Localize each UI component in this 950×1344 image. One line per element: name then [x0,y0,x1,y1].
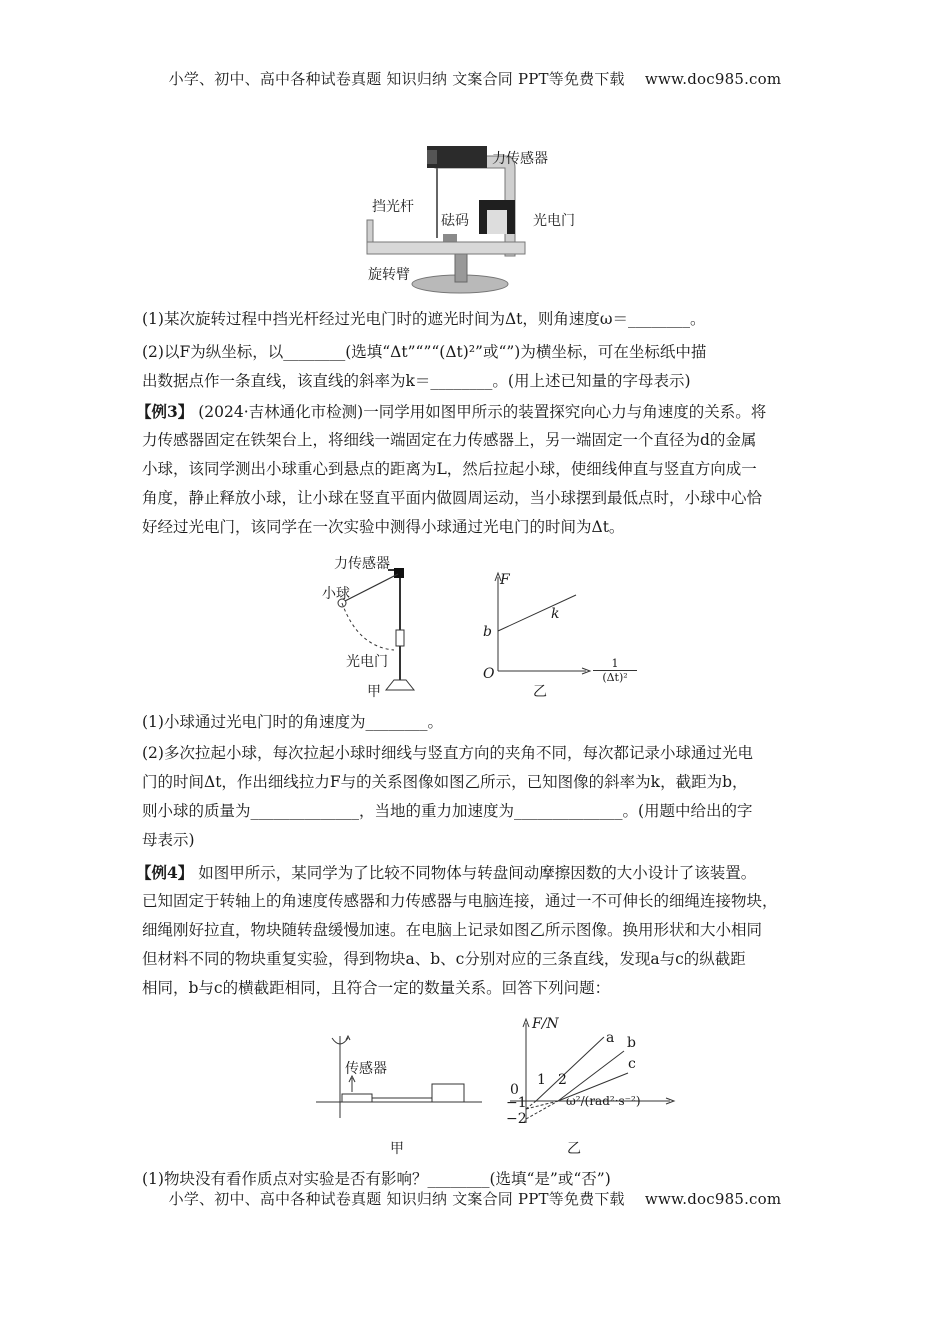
example4-line1 [136,858,808,889]
tick-x-1: 1 [537,1072,546,1088]
label-photogate: 光电门 [533,213,575,229]
label-force-sensor: 力传感器 [492,151,548,167]
example3-line1 [136,397,808,428]
page-header: 小学、初中、高中各种试卷真题 知识归纳 文案合同 PPT等免费下载 www.doc985.com [168,70,782,88]
graph2-y-label: F/N [532,1016,559,1032]
graph2-x-label: ω²/(rad²·s⁻²) [566,1094,641,1108]
example3-q2-line2: 门的时间Δt，作出细线拉力F与的关系图像如图乙所示，已知图像的斜率为k，截距为b， [142,773,748,791]
example3-line3: 小球，该同学测出小球重心到悬点的距离为L，然后拉起小球，使细线伸直与竖直方向成一 [142,460,757,478]
caption-jia: 甲 [367,684,381,700]
example4-line3: 细绳刚好拉直，物块随转盘缓慢加速。在电脑上记录如图乙所示图像。换用形状和大小相同 [142,921,763,939]
label-photogate-jia: 光电门 [346,654,388,670]
example3-line4: 角度，静止释放小球，让小球在竖直平面内做圆周运动，当小球摆到最低点时，小球中心恰 [142,489,763,507]
example3-tag: 【例3】 [136,402,194,421]
example4-tag: 【例4】 [136,863,194,882]
example3-line5: 好经过光电门，该同学在一次实验中测得小球通过光电门的时间为Δt。 [142,518,625,536]
example4-q1: (1)物块没有看作质点对实验是否有影响？________(选填“是”或“否”) [142,1170,611,1188]
series-b-label: b [627,1035,636,1051]
tick-y-minus1: −1 [506,1095,527,1111]
tick-y-minus2: −2 [506,1111,527,1127]
caption-jia-ex4: 甲 [390,1141,404,1157]
graph-x-denominator: (Δt)² [602,671,628,684]
label-weight: 砝码 [441,213,469,229]
example3-q2-line3: 则小球的质量为______________，当地的重力加速度为______________。(用题中给出的字 [142,802,753,820]
example3-text-1: (2024·吉林通化市检测)一同学用如图甲所示的装置探究向心力与角速度的关系。将 [193,403,767,421]
example4-text-1: 如图甲所示，某同学为了比较不同物体与转盘间动摩擦因数的大小设计了该装置。 [193,864,757,882]
series-a-label: a [606,1030,615,1046]
graph-origin-label: O [483,666,495,682]
caption-yi-ex4: 乙 [567,1141,581,1157]
prev-q1: (1)某次旋转过程中挡光杆经过光电门时的遮光时间为Δt，则角速度ω＝________。 [142,310,706,328]
graph-intercept-label: b [483,624,492,640]
label-shade-rod: 挡光杆 [372,199,414,215]
series-c-label: c [628,1056,636,1072]
friction-graph [500,1015,680,1130]
graph-slope-label: k [551,606,560,622]
pendulum-figure [318,552,428,702]
example3-q2-line1: (2)多次拉起小球，每次拉起小球时细线与竖直方向的夹角不同，每次都记录小球通过光电 [142,744,753,762]
turntable-figure [312,1018,487,1128]
example3-q2-line4: 母表示) [142,831,195,849]
graph-y-label: F [500,572,510,588]
graph-x-numerator: 1 [593,657,637,671]
graph-x-label [593,657,637,684]
example3-q1: (1)小球通过光电门时的角速度为________。 [142,713,443,731]
label-force-sensor-jia: 力传感器 [334,556,390,572]
page-footer: 小学、初中、高中各种试卷真题 知识归纳 文案合同 PPT等免费下载 www.doc985.com [168,1190,782,1208]
prev-q2-line1: (2)以F为纵坐标，以________(选填“Δt”“”“(Δt)²”或“”)为横坐标，可在坐标纸中描 [142,343,707,361]
label-rotating-arm: 旋转臂 [368,267,410,283]
label-ball: 小球 [322,586,350,602]
tick-y-0: 0 [510,1082,519,1098]
example4-line2: 已知固定于转轴上的角速度传感器和力传感器与电脑连接，通过一不可伸长的细绳连接物块， [142,892,778,910]
prev-q2-line2: 出数据点作一条直线，该直线的斜率为k＝________。(用上述已知量的字母表示) [142,372,691,390]
label-sensor: 传感器 [345,1061,387,1077]
tick-x-2: 2 [558,1072,567,1088]
caption-yi: 乙 [533,684,547,700]
example3-line2: 力传感器固定在铁架台上，将细线一端固定在力传感器上，另一端固定一个直径为d的金属 [142,431,757,449]
example4-line5: 相同，b与c的横截距相同，且符合一定的数量关系。回答下列问题： [142,979,611,997]
example4-line4: 但材料不同的物块重复实验，得到物块a、b、c分别对应的三条直线，发现a与c的纵截距 [142,950,746,968]
